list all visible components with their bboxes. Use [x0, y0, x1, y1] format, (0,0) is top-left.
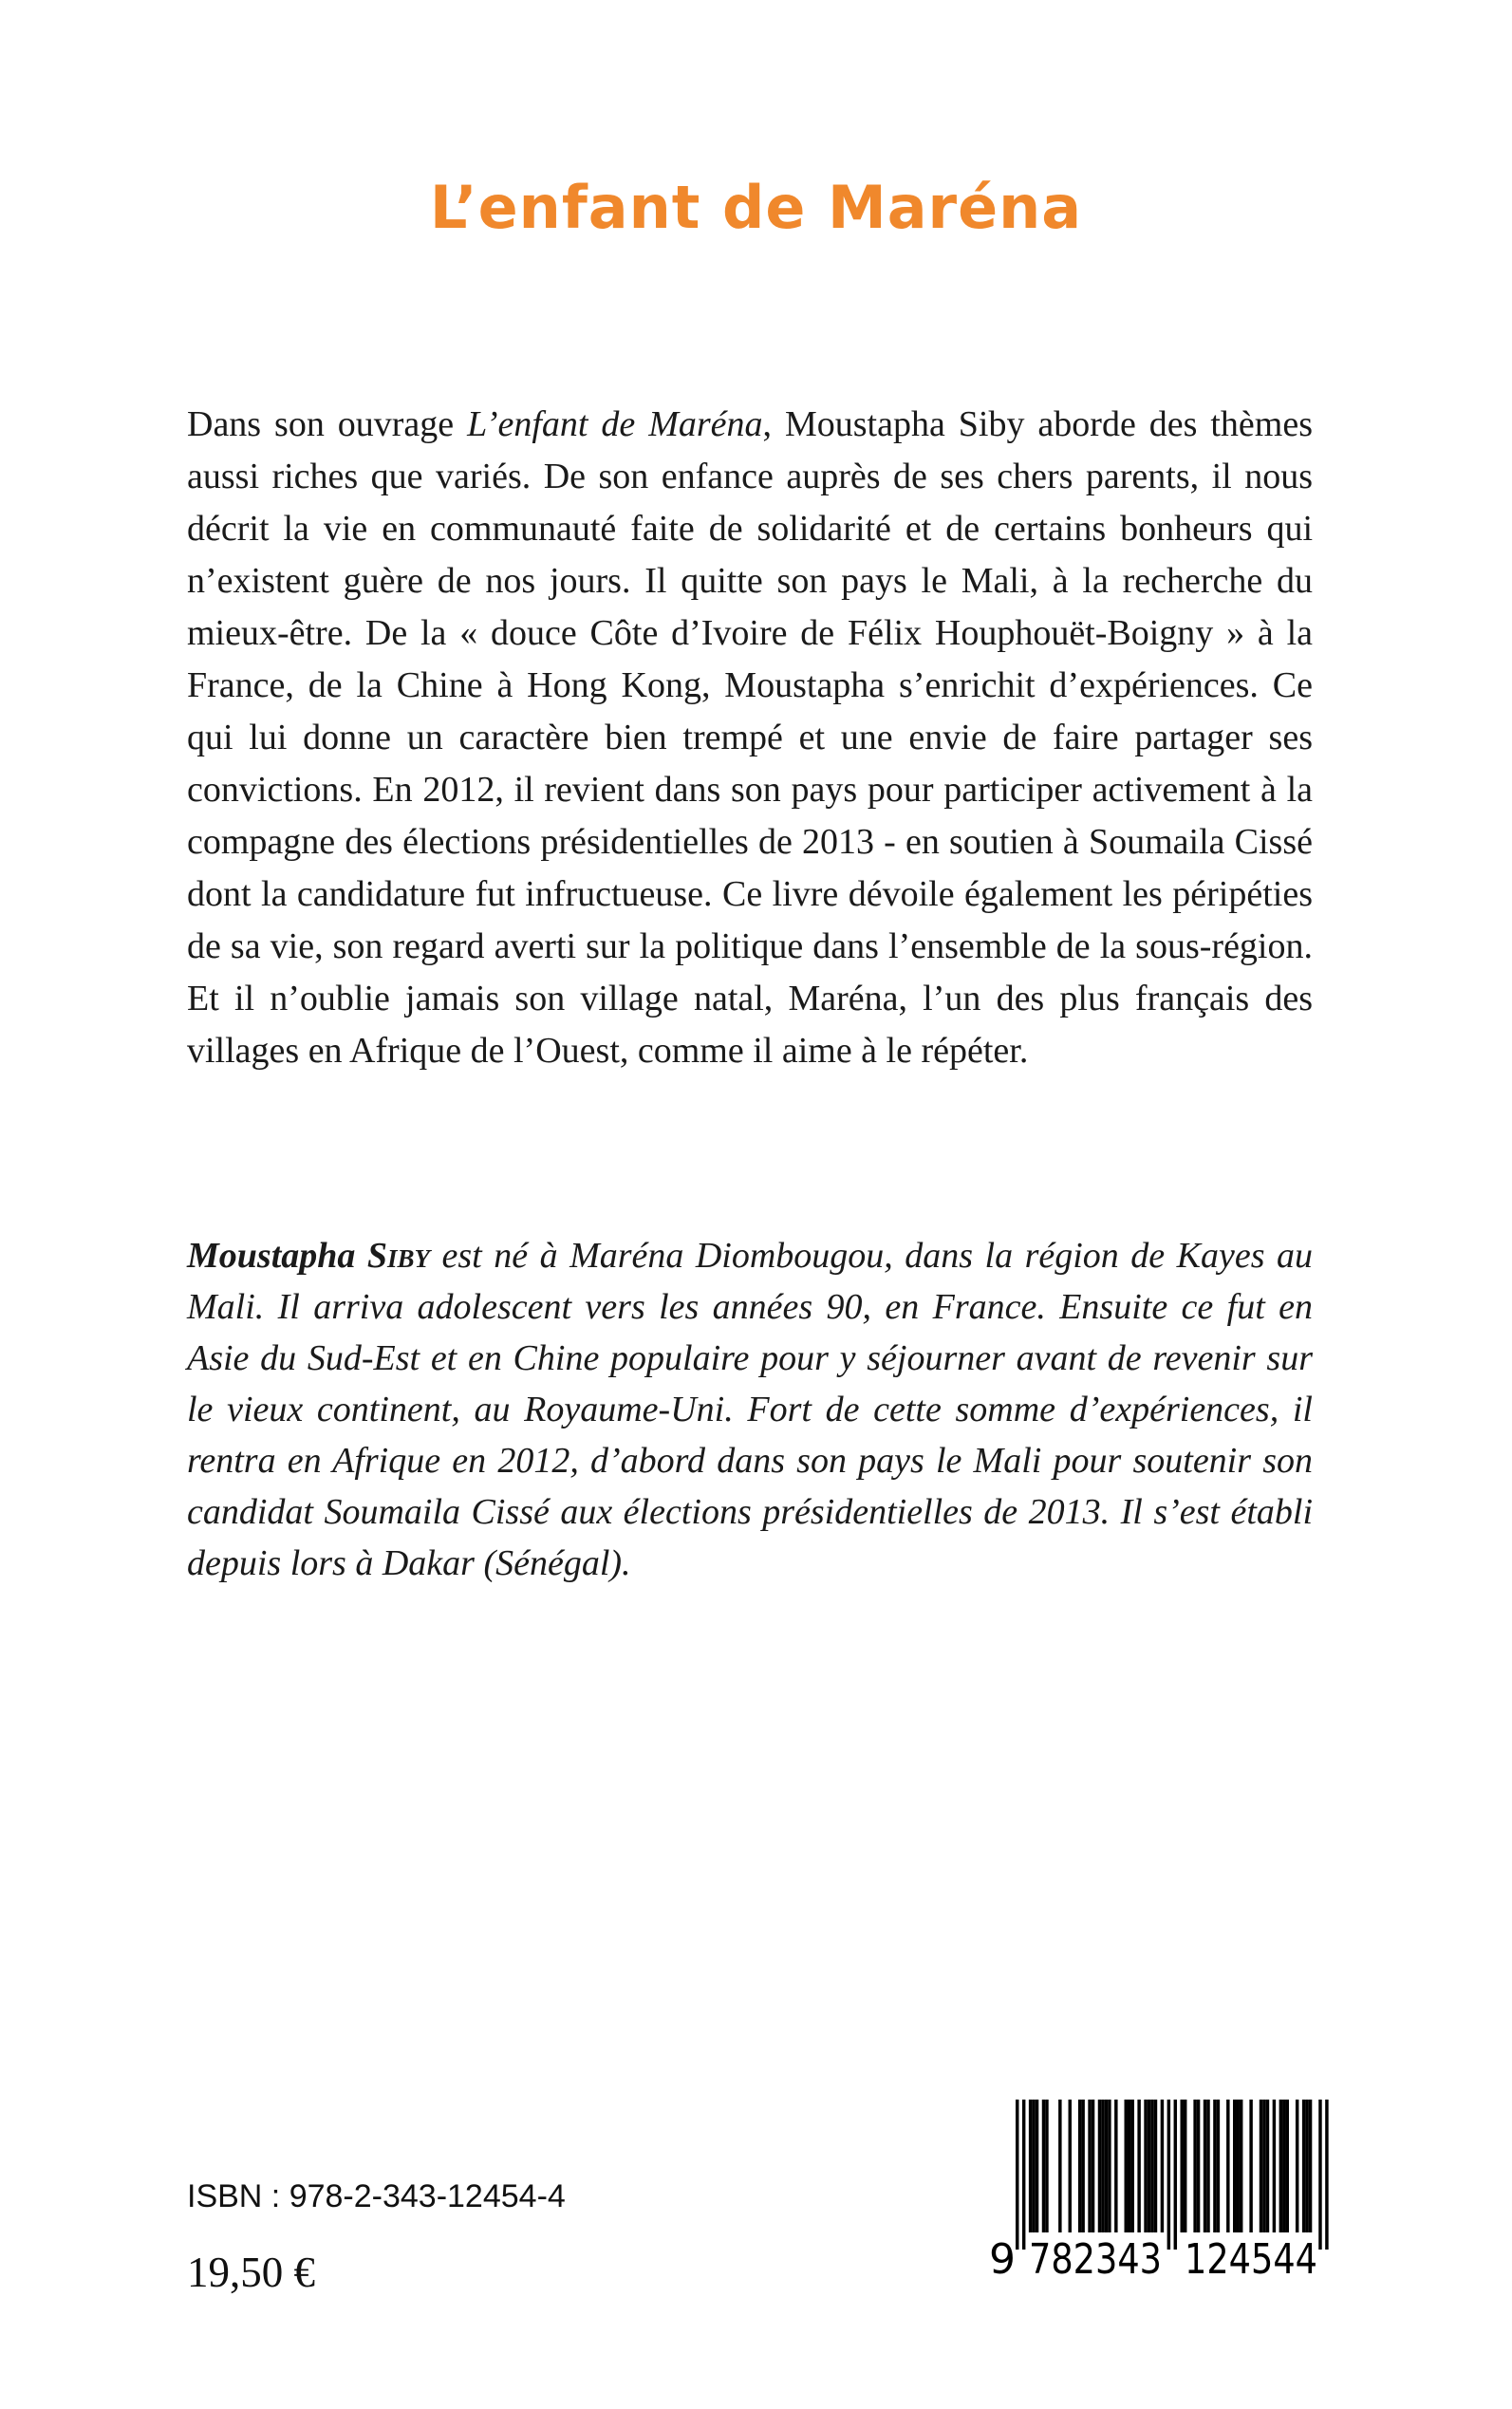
author-bio-paragraph: [187, 1230, 1322, 1589]
price-text: 19,50 €: [187, 2249, 315, 2296]
page-title: L’enfant de Maréna: [429, 173, 1083, 242]
isbn-text: ISBN : 978-2-343-12454-4: [187, 2178, 566, 2214]
text-segment: est né à Maréna Diombougou, dans la région de Kayes au Mali. Il arriva adolescent vers les années 90, en France. Ensuite ce fut en Asie du Sud-Est et en Chine populaire pour y séjourner avant de revenir sur le vieux continent, au Royaume-Uni. Fort de cette somme d’expériences, il rentra en Afrique en 2012, d’abord dans son pays le Mali pour soutenir son candidat Soumaila Cissé aux élections présidentielles de 2013. Il s’est établi depuis lors à Dakar (Sénégal).: [187, 1236, 1322, 1583]
barcode-digits: 124544: [1185, 2235, 1317, 2280]
barcode-digits: 782343: [1029, 2235, 1162, 2280]
text-segment: , Moustapha Siby aborde des thèmes aussi riches que variés. De son enfance auprès de ses chers parents, il nous décrit la vie en communauté faite de solidarité et de certains bonheurs qui n’existent guère de nos jours. Il quitte son pays le Mali, à la recherche du mieux-être. De la « douce Côte d’Ivoire de Félix Houphouët-Boigny » à la France, de la Chine à Hong Kong, Moustapha s’enrichit d’expériences. Ce qui lui donne un caractère bien trempé et une envie de faire partager ses convictions. En 2012, il revient dans son pays pour participer activement à la compagne des élections présidentielles de 2013 - en soutien à Soumaila Cissé dont la candidature fut infructueuse. Ce livre dévoile également les péripéties de sa vie, son regard averti sur la politique dans l’ensemble de la sous-région. Et il n’oublie jamais son village natal, Maréna, l’un des plus français des villages en Afrique de l’Ouest, comme il aime à le répéter.: [187, 404, 1322, 1071]
text-segment: L’enfant de Maréna: [467, 404, 763, 444]
synopsis-paragraph: [187, 399, 1322, 1077]
barcode-digits: 9: [989, 2235, 1016, 2280]
barcode-bars: [987, 2100, 1331, 2280]
text-segment: Moustapha: [187, 1236, 367, 1276]
text-segment: Dans son ouvrage: [187, 404, 468, 444]
ean-barcode: [987, 2100, 1331, 2280]
text-segment: Siby: [366, 1236, 431, 1276]
